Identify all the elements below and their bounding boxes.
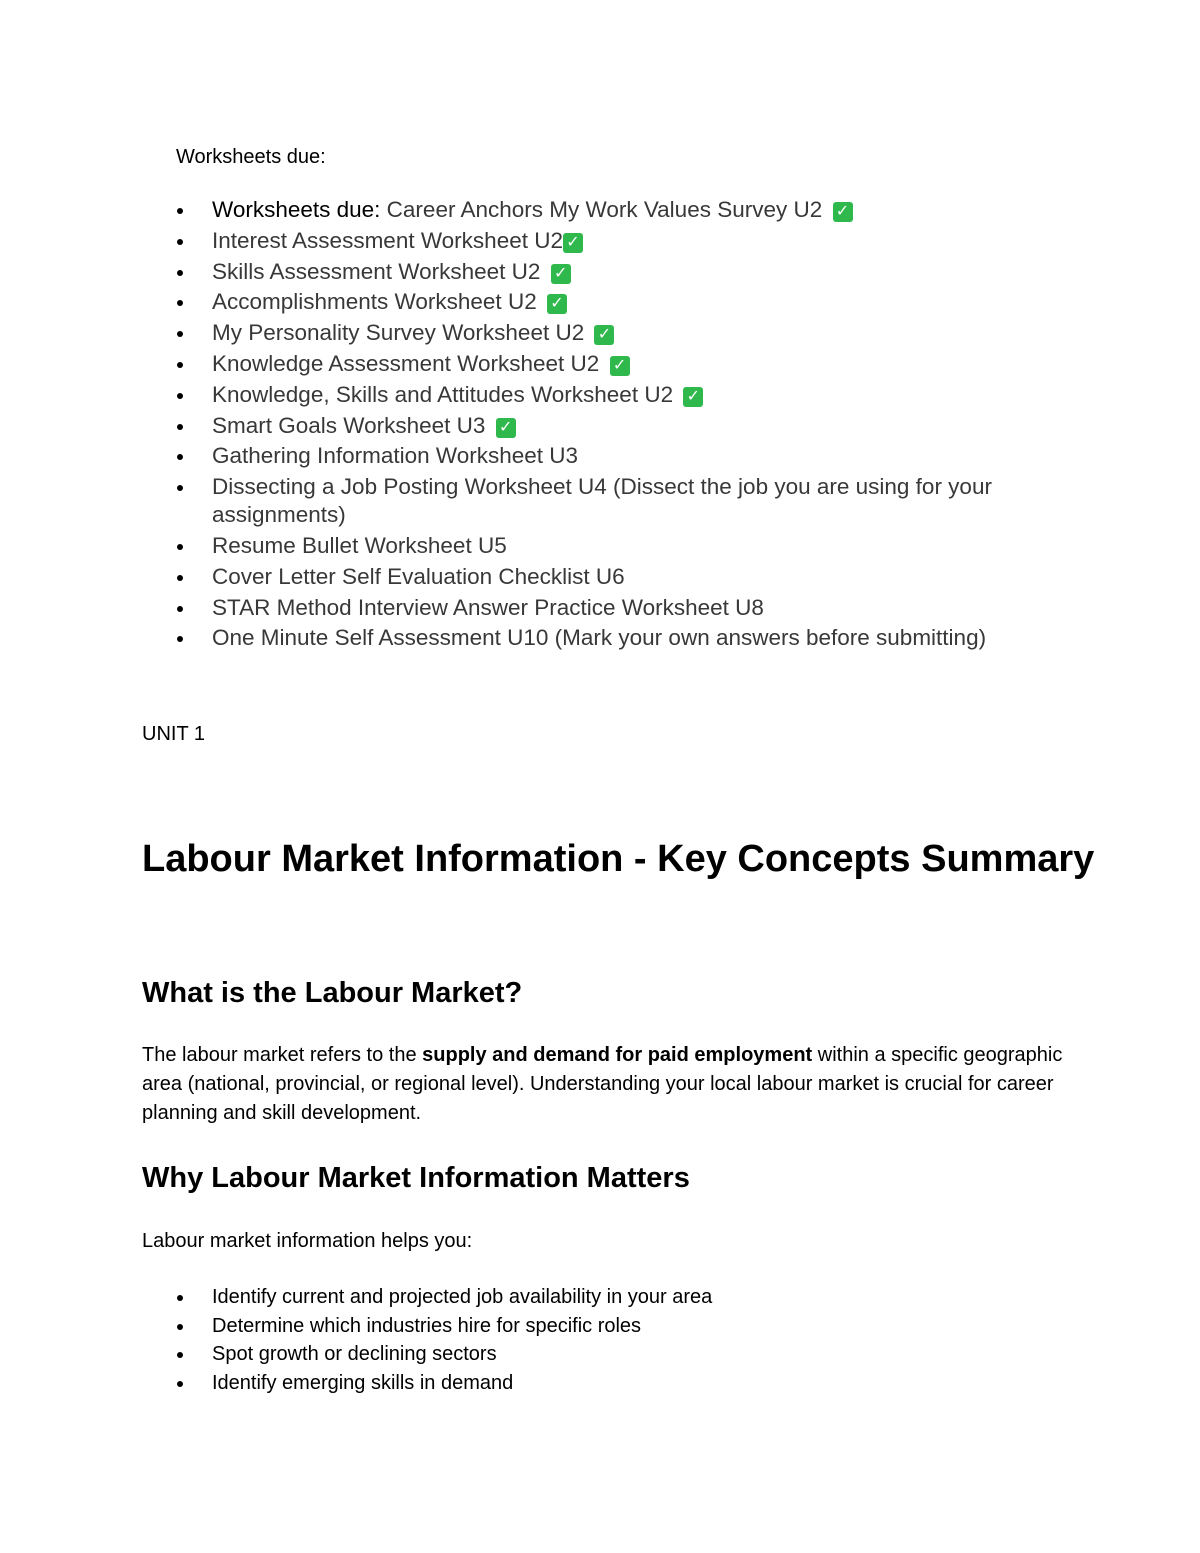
list-item-text: Smart Goals Worksheet U3 — [212, 412, 492, 438]
check-mark-icon: ✓ — [683, 387, 703, 407]
list-item-text: Career Anchors My Work Values Survey U2 — [380, 197, 829, 222]
unit-label: UNIT 1 — [142, 723, 205, 745]
list-item-text: Knowledge Assessment Worksheet U2 — [212, 350, 606, 376]
list-item — [176, 196, 1076, 224]
list-item — [176, 473, 1076, 529]
list-item: Identify current and projected job availability in your area — [176, 1283, 1076, 1312]
check-mark-icon: ✓ — [563, 233, 583, 253]
check-mark-icon: ✓ — [496, 418, 516, 438]
list-item-text: Accomplishments Worksheet U2 — [212, 289, 543, 315]
helps-intro: Labour market information helps you: — [142, 1230, 473, 1252]
list-item-text: One Minute Self Assessment U10 (Mark your own answers before submitting) — [212, 625, 987, 651]
list-item — [176, 288, 1076, 316]
benefits-list — [176, 1283, 1076, 1398]
definition-text-end: within a specific geographic area (national, provincial, or regional level). Understanding your local labour market is crucial for career planning and skill development. — [142, 1044, 1063, 1124]
list-item — [176, 532, 1076, 560]
list-item-lead: Worksheets due: — [212, 197, 381, 222]
list-item: Determine which industries hire for specific roles — [176, 1312, 1076, 1341]
worksheets-heading: Worksheets due: — [176, 146, 326, 168]
list-item-text: Cover Letter Self Evaluation Checklist U6 — [212, 563, 625, 589]
check-mark-icon: ✓ — [594, 325, 614, 345]
list-item — [176, 350, 1076, 378]
list-item — [176, 412, 1076, 440]
list-item — [176, 594, 1076, 622]
definition-emphasis: supply and demand for paid employment — [422, 1044, 813, 1066]
list-item — [176, 258, 1076, 286]
list-item-text: STAR Method Interview Answer Practice Worksheet U8 — [212, 594, 764, 620]
labour-market-definition — [142, 1041, 1102, 1128]
list-item — [176, 442, 1076, 470]
list-item-text: Skills Assessment Worksheet U2 — [212, 258, 547, 284]
section-heading-why-lmi-matters: Why Labour Market Information Matters — [142, 1162, 690, 1194]
section-heading-what-is-labour-market: What is the Labour Market? — [142, 977, 523, 1009]
list-item — [176, 624, 1076, 652]
list-item: Identify emerging skills in demand — [176, 1369, 1076, 1398]
list-item — [176, 563, 1076, 591]
list-item-text: Gathering Information Worksheet U3 — [212, 443, 579, 469]
list-item — [176, 381, 1076, 409]
list-item-text: Knowledge, Skills and Attitudes Worksheet U2 — [212, 381, 680, 407]
check-mark-icon: ✓ — [610, 356, 630, 376]
list-item — [176, 319, 1076, 347]
check-mark-icon: ✓ — [833, 202, 853, 222]
list-item: Spot growth or declining sectors — [176, 1340, 1076, 1369]
worksheets-list — [176, 196, 1076, 655]
list-item-text: Dissecting a Job Posting Worksheet U4 (Dissect the job you are using for your assignments) — [212, 474, 992, 528]
list-item — [176, 227, 1076, 255]
check-mark-icon: ✓ — [547, 294, 567, 314]
page-title: Labour Market Information - Key Concepts Summary — [142, 838, 1095, 880]
list-item-text: Interest Assessment Worksheet U2 — [212, 227, 563, 253]
list-item-text: My Personality Survey Worksheet U2 — [212, 320, 591, 346]
check-mark-icon: ✓ — [551, 264, 571, 284]
list-item-text: Resume Bullet Worksheet U5 — [212, 532, 507, 558]
definition-text-start: The labour market refers to the — [142, 1044, 423, 1066]
